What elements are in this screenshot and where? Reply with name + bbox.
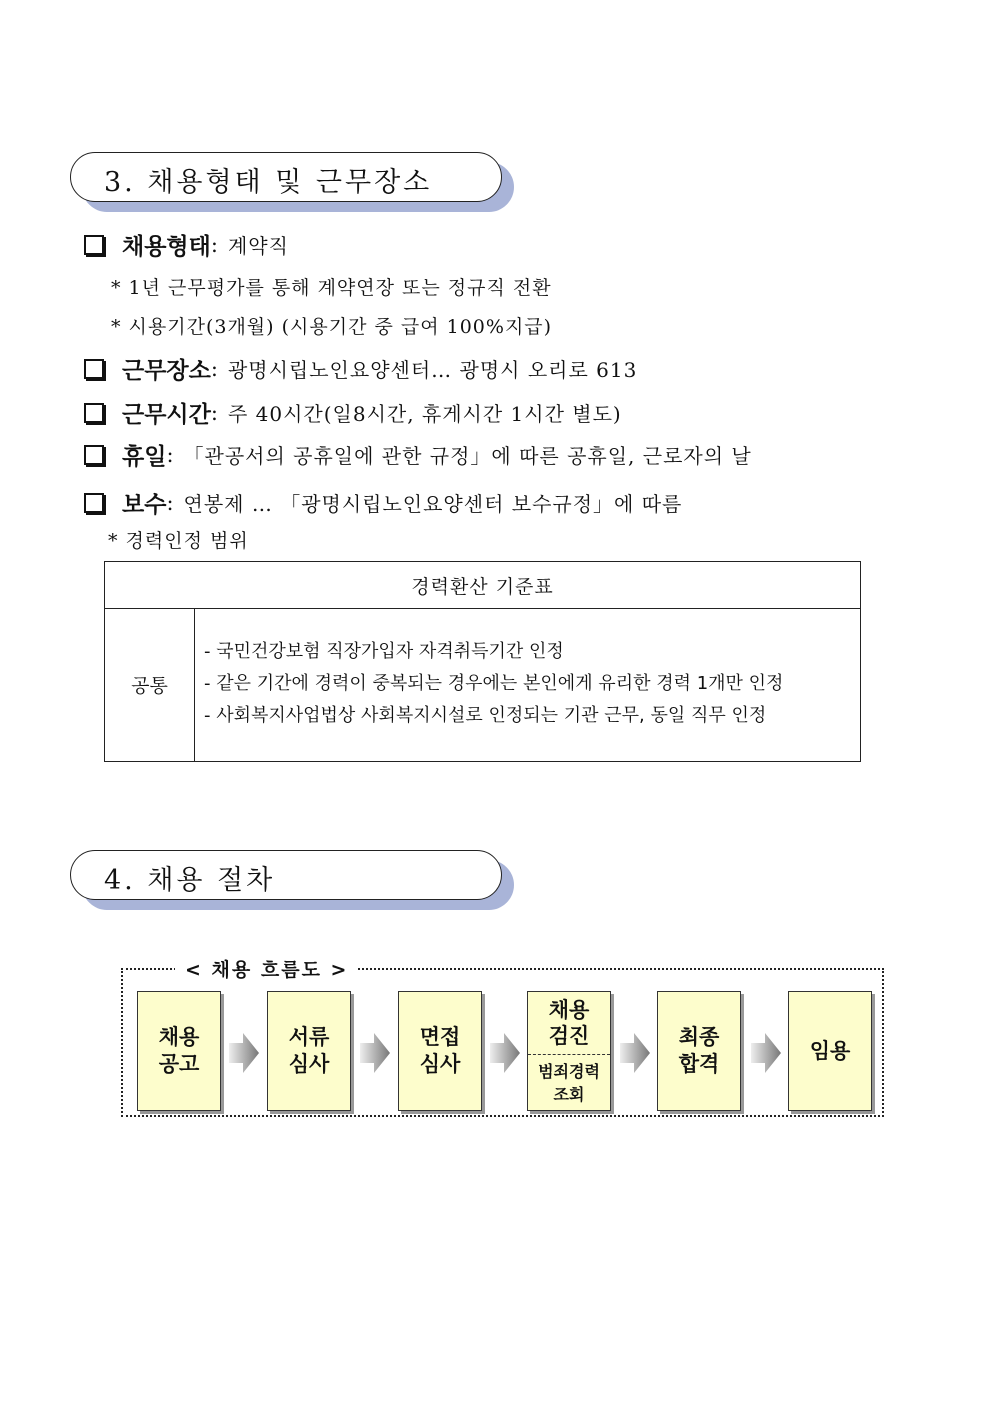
salary-row xyxy=(84,486,682,519)
step-interview xyxy=(398,991,482,1111)
section-4-heading xyxy=(70,850,515,912)
flowchart-title: < 채용 흐름도 > xyxy=(175,955,358,982)
employment-type-row xyxy=(84,228,289,261)
step-appointment xyxy=(788,991,872,1111)
note-evaluation: * 1년 근무평가를 통해 계약연장 또는 정규직 전환 xyxy=(111,277,552,299)
checkbox-icon xyxy=(84,493,104,513)
step-criminal-record-check xyxy=(528,1055,610,1110)
workplace-colon: : xyxy=(210,356,218,381)
career-table-item: - 사회복지사업법상 사회복지시설로 인정되는 기관 근무, 동일 직무 인정 xyxy=(204,705,767,726)
step-announcement xyxy=(137,991,221,1111)
section-4-title: 4. 채용 절차 xyxy=(104,865,276,896)
work-hours-colon: : xyxy=(210,400,218,425)
note-probation: * 시용기간(3개월) (시용기간 중 급여 100%지급) xyxy=(111,316,553,338)
step-health-check-main xyxy=(528,992,610,1055)
step-line: 최종 xyxy=(678,1025,720,1049)
step-line: 심사 xyxy=(288,1052,330,1076)
arrow-right-icon xyxy=(620,1033,650,1073)
salary-label: 보수 xyxy=(122,491,167,518)
career-table-item: - 같은 기간에 경력이 중복되는 경우에는 본인에게 유리한 경력 1개만 인정 xyxy=(204,673,784,694)
career-table-category: 공통 xyxy=(105,608,195,761)
step-line: 채용 xyxy=(548,998,590,1022)
step-line: 서류 xyxy=(288,1025,330,1049)
salary-value: 연봉제 … 「광명시립노인요양센터 보수규정」에 따름 xyxy=(183,492,683,516)
checkbox-icon xyxy=(84,403,104,423)
checkbox-icon xyxy=(84,359,104,379)
arrow-right-icon xyxy=(360,1033,390,1073)
holidays-colon: : xyxy=(166,442,174,467)
step-sub-line: 조회 xyxy=(553,1084,585,1104)
career-table-header: 경력환산 기준표 xyxy=(105,562,860,609)
employment-type-value: 계약직 xyxy=(227,234,289,258)
step-line: 검진 xyxy=(548,1024,590,1048)
workplace-row xyxy=(84,352,637,385)
work-hours-label: 근무시간 xyxy=(122,401,211,428)
step-line: 면접 xyxy=(419,1025,461,1049)
career-table-item: - 국민건강보험 직장가입자 자격취득기간 인정 xyxy=(204,641,564,662)
step-line: 공고 xyxy=(158,1052,200,1076)
workplace-label: 근무장소 xyxy=(122,357,211,384)
workplace-value: 광명시립노인요양센터… 광명시 오리로 613 xyxy=(227,358,638,382)
employment-type-colon: : xyxy=(210,232,218,257)
work-hours-row xyxy=(84,396,622,429)
career-note: * 경력인정 범위 xyxy=(108,530,249,552)
step-health-check xyxy=(527,991,611,1111)
career-table xyxy=(104,561,861,762)
step-line: 임용 xyxy=(809,1038,851,1063)
step-sub-line: 범죄경력 xyxy=(538,1061,600,1081)
step-line: 합격 xyxy=(678,1052,720,1076)
section-3-heading xyxy=(70,152,515,214)
arrow-right-icon xyxy=(751,1033,781,1073)
work-hours-value: 주 40시간(일8시간, 휴게시간 1시간 별도) xyxy=(227,402,622,426)
step-final-pass xyxy=(657,991,741,1111)
checkbox-icon xyxy=(84,235,104,255)
step-line: 심사 xyxy=(419,1052,461,1076)
career-table-items xyxy=(204,636,783,732)
arrow-right-icon xyxy=(229,1033,259,1073)
holidays-row xyxy=(84,438,752,471)
holidays-label: 휴일 xyxy=(122,443,167,470)
holidays-value: 「관공서의 공휴일에 관한 규정」에 따른 공휴일, 근로자의 날 xyxy=(183,444,752,468)
step-line: 채용 xyxy=(158,1025,200,1049)
arrow-right-icon xyxy=(490,1033,520,1073)
checkbox-icon xyxy=(84,445,104,465)
employment-type-label: 채용형태 xyxy=(122,233,211,260)
section-3-title: 3. 채용형태 및 근무장소 xyxy=(104,167,433,198)
salary-colon: : xyxy=(166,490,174,515)
step-document-review xyxy=(267,991,351,1111)
